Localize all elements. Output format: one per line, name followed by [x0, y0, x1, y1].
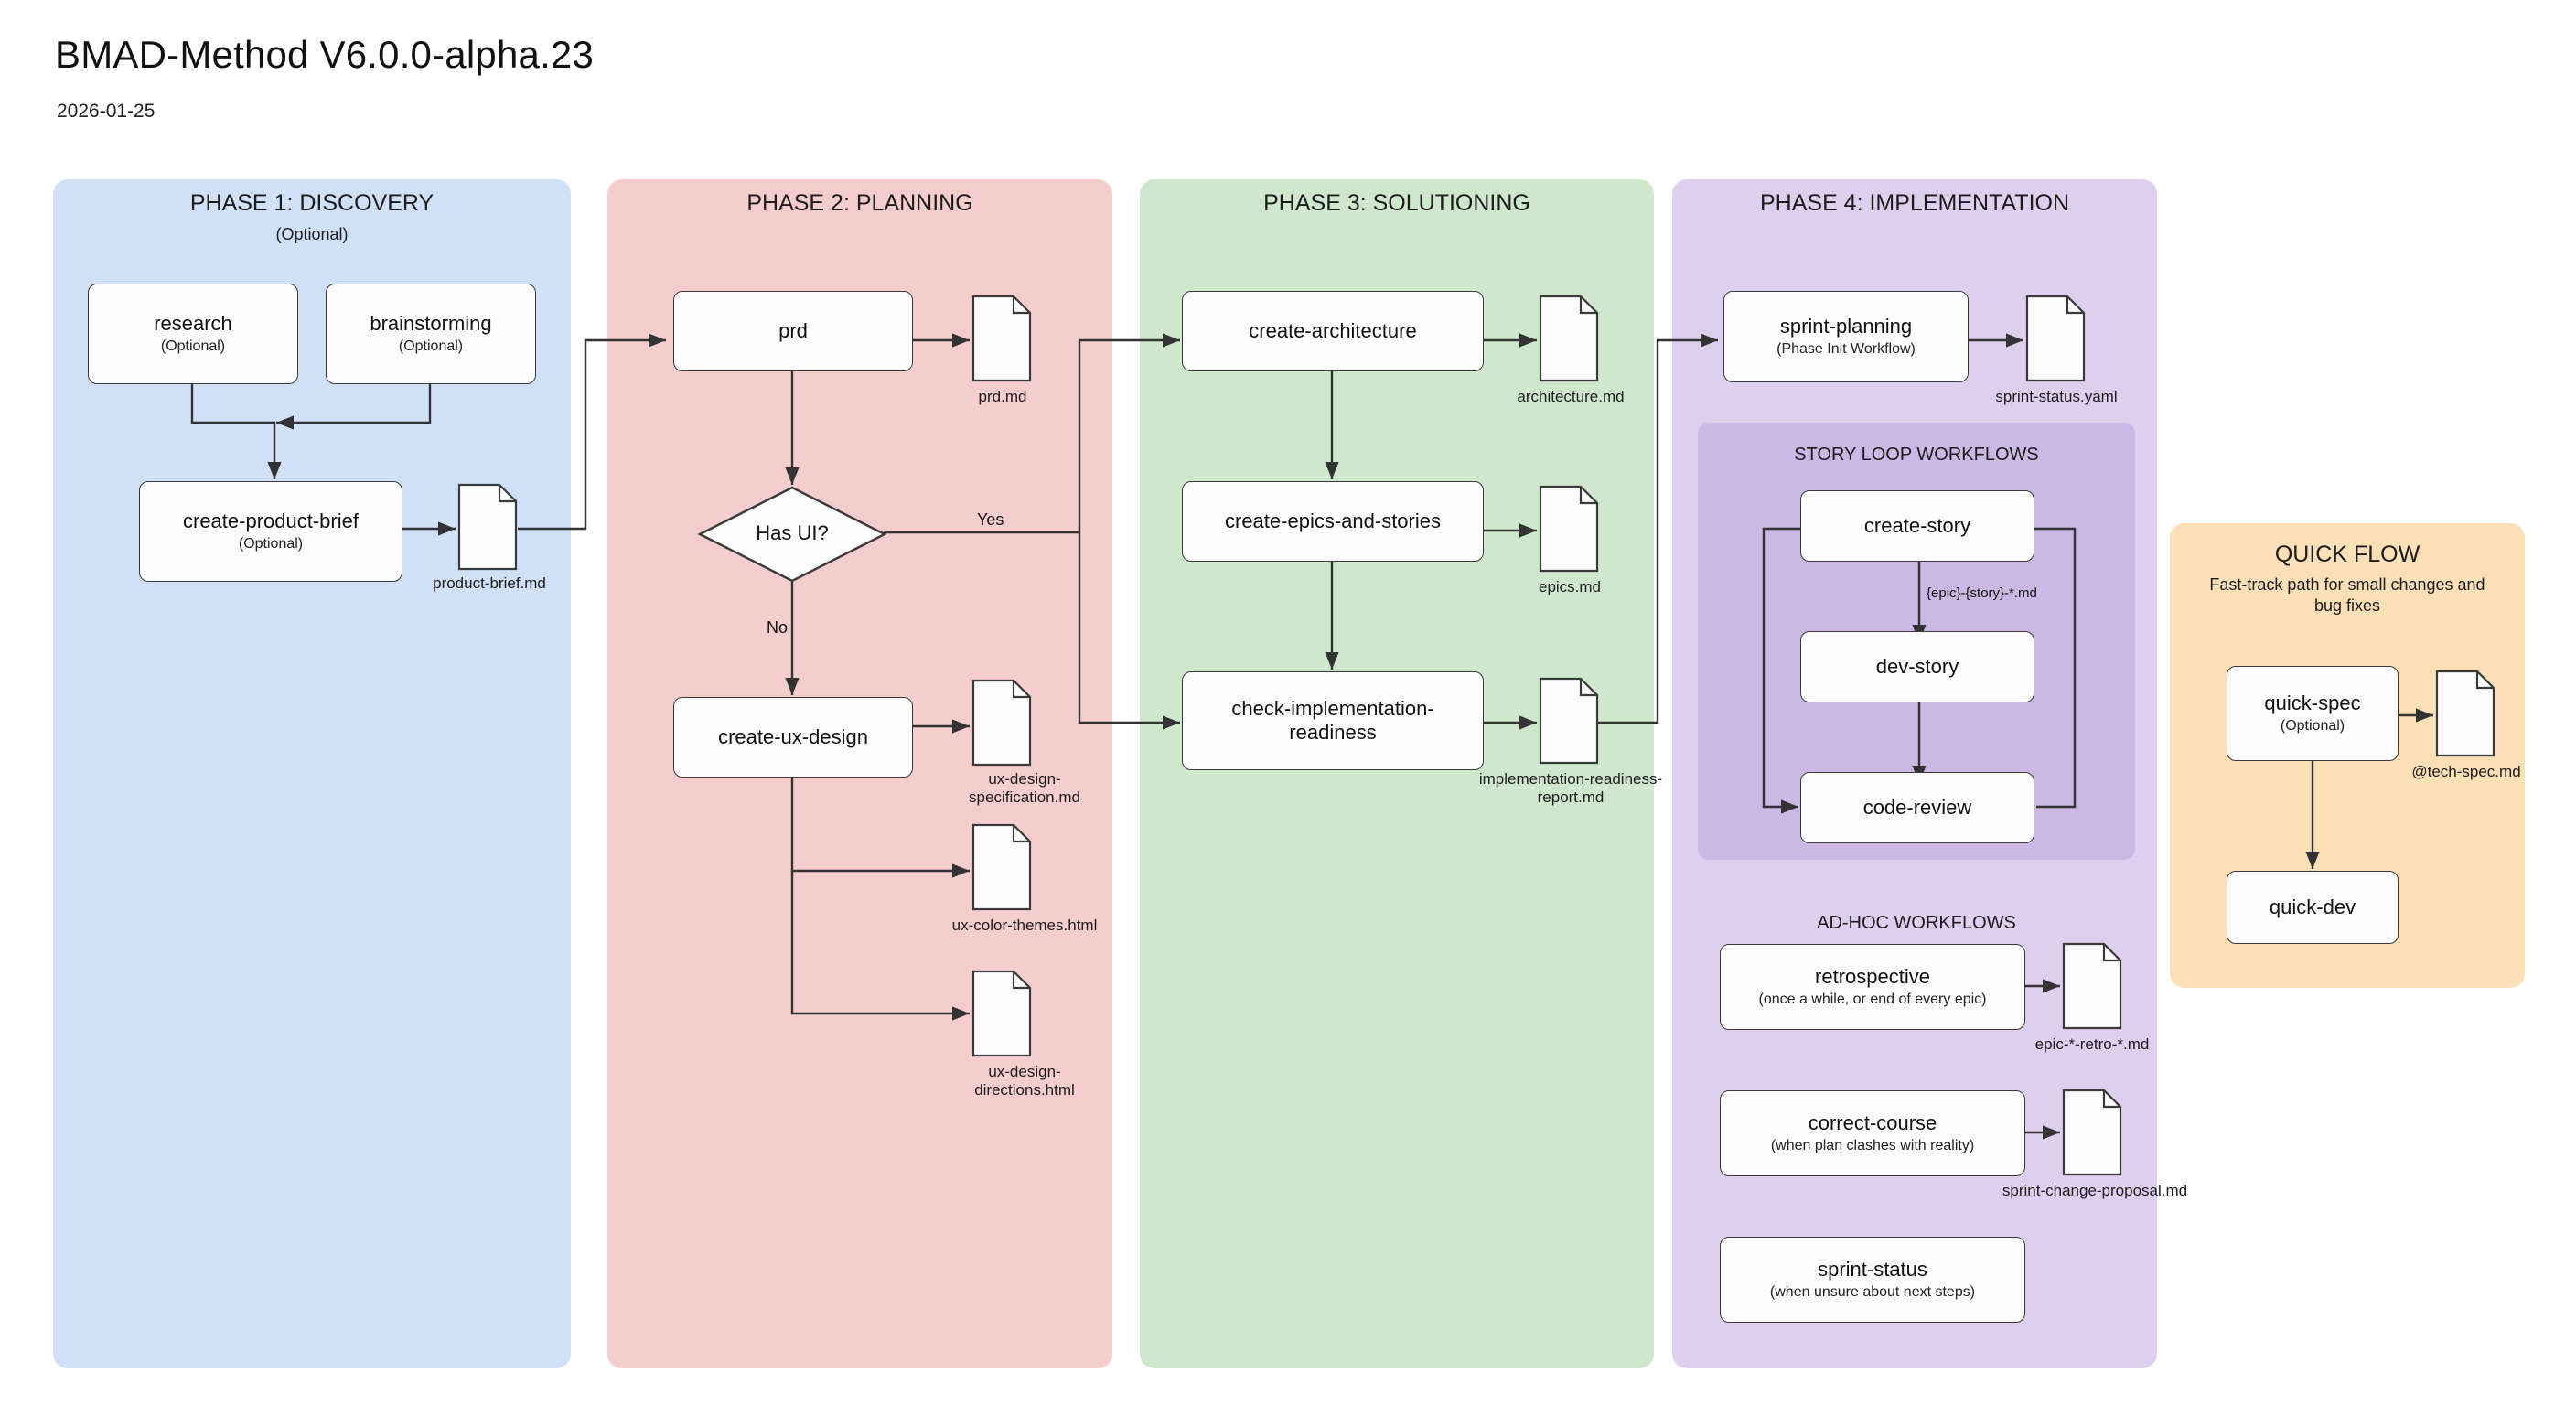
file-icon-prd — [971, 295, 1032, 387]
node-quick-dev-label: quick-dev — [2269, 896, 2356, 919]
file-label-architecture: architecture.md — [1517, 388, 1625, 405]
phase-title-quickflow: QUICK FLOW — [2274, 542, 2420, 567]
node-create-product-brief-label: create-product-brief — [183, 509, 359, 533]
node-retrospective[interactable] — [1720, 944, 2025, 1030]
file-label-epics: epics.md — [1538, 578, 1602, 595]
node-correct-course[interactable] — [1720, 1090, 2025, 1176]
node-research[interactable] — [88, 284, 298, 384]
node-quick-spec[interactable] — [2227, 666, 2399, 761]
node-sprint-status-label: sprint-status — [1818, 1258, 1927, 1282]
edge-label-story-file: {epic}-{story}-*.md — [1927, 585, 2037, 601]
node-correct-course-label: correct-course — [1808, 1111, 1937, 1135]
node-create-architecture[interactable] — [1182, 291, 1484, 371]
file-icon-tech-spec — [2435, 670, 2496, 762]
node-check-implementation-readiness-label: check-implementation-readiness — [1231, 697, 1434, 744]
file-label-product-brief: product-brief.md — [433, 574, 546, 592]
node-sprint-planning[interactable] — [1723, 291, 1969, 382]
node-sprint-status[interactable] — [1720, 1237, 2025, 1323]
node-quick-spec-sublabel: (Optional) — [2280, 718, 2345, 735]
node-create-ux-design[interactable] — [673, 697, 913, 778]
phase-title-implementation: PHASE 4: IMPLEMENTATION — [1759, 190, 2070, 216]
subgroup-title-ad-hoc: AD-HOC WORKFLOWS — [1817, 913, 2016, 933]
node-create-story[interactable] — [1800, 490, 2034, 562]
file-label-ux-color-themes: ux-color-themes.html — [951, 917, 1098, 934]
file-label-sprint-change-proposal: sprint-change-proposal.md — [2002, 1182, 2188, 1199]
node-create-architecture-label: create-architecture — [1249, 319, 1417, 343]
node-create-epics-and-stories[interactable] — [1182, 481, 1484, 562]
node-prd-label: prd — [778, 319, 808, 343]
node-sprint-status-sublabel: (when unsure about next steps) — [1769, 1284, 1976, 1301]
node-correct-course-sublabel: (when plan clashes with reality) — [1770, 1138, 1975, 1154]
phase-title-discovery: PHASE 1: DISCOVERY — [189, 190, 435, 216]
node-brainstorming-label: brainstorming — [370, 312, 492, 336]
node-dev-story-label: dev-story — [1875, 655, 1959, 679]
page-title: BMAD-Method V6.0.0-alpha.23 — [55, 33, 595, 76]
phase-title-planning: PHASE 2: PLANNING — [746, 190, 973, 216]
file-label-implementation-readiness-report: implementation-readiness-report.md — [1478, 770, 1663, 807]
edge-label-yes: Yes — [977, 510, 1004, 529]
node-create-product-brief[interactable] — [139, 481, 402, 582]
file-label-ux-design-directions: ux-design-directions.html — [974, 1063, 1075, 1099]
phase-title-solutioning: PHASE 3: SOLUTIONING — [1263, 190, 1530, 216]
node-check-implementation-readiness[interactable] — [1182, 671, 1484, 770]
file-icon-architecture — [1539, 295, 1599, 387]
file-label-ux-design-specification: ux-design-specification.md — [969, 770, 1080, 807]
file-label-sprint-status-yaml: sprint-status.yaml — [1995, 388, 2118, 405]
node-quick-spec-label: quick-spec — [2264, 692, 2361, 715]
node-research-label: research — [154, 312, 232, 336]
phase-subtitle-discovery: (Optional) — [275, 225, 349, 243]
node-retrospective-sublabel: (once a while, or end of every epic) — [1758, 992, 1987, 1008]
node-code-review-label: code-review — [1862, 796, 1972, 820]
file-icon-epics — [1539, 485, 1599, 577]
file-icon-sprint-change-proposal — [2062, 1089, 2122, 1181]
file-icon-sprint-status-yaml — [2025, 295, 2086, 387]
file-icon-epic-retro — [2062, 942, 2122, 1035]
file-label-tech-spec: @tech-spec.md — [2411, 763, 2521, 780]
node-sprint-planning-label: sprint-planning — [1779, 315, 1913, 338]
file-icon-implementation-readiness-report — [1539, 677, 1599, 769]
edge-label-no: No — [767, 618, 789, 637]
node-prd[interactable] — [673, 291, 913, 371]
node-dev-story[interactable] — [1800, 631, 2034, 702]
node-create-ux-design-label: create-ux-design — [718, 725, 868, 749]
decision-has-ui-label: Has UI? — [756, 521, 829, 544]
node-quick-dev[interactable] — [2227, 871, 2399, 944]
node-code-review[interactable] — [1800, 772, 2034, 843]
subgroup-title-story-loop: STORY LOOP WORKFLOWS — [1794, 445, 2039, 465]
phase-subtitle-quickflow: Fast-track path for small changes and bug fixes — [2209, 575, 2485, 616]
file-label-prd: prd.md — [978, 388, 1027, 405]
page-date: 2026-01-25 — [57, 101, 156, 122]
decision-has-ui[interactable] — [697, 485, 887, 584]
node-brainstorming[interactable] — [326, 284, 536, 384]
node-create-epics-and-stories-label: create-epics-and-stories — [1225, 509, 1441, 533]
file-icon-product-brief — [457, 483, 518, 575]
file-icon-ux-design-directions — [971, 970, 1032, 1062]
node-brainstorming-sublabel: (Optional) — [398, 338, 464, 355]
file-icon-ux-color-themes — [971, 823, 1032, 916]
node-create-story-label: create-story — [1863, 514, 1971, 538]
file-label-epic-retro: epic-*-retro-*.md — [2034, 1035, 2150, 1053]
node-sprint-planning-sublabel: (Phase Init Workflow) — [1776, 341, 1916, 358]
node-retrospective-label: retrospective — [1815, 965, 1930, 989]
file-icon-ux-design-specification — [971, 679, 1032, 771]
node-create-product-brief-sublabel: (Optional) — [238, 536, 304, 552]
node-research-sublabel: (Optional) — [160, 338, 226, 355]
